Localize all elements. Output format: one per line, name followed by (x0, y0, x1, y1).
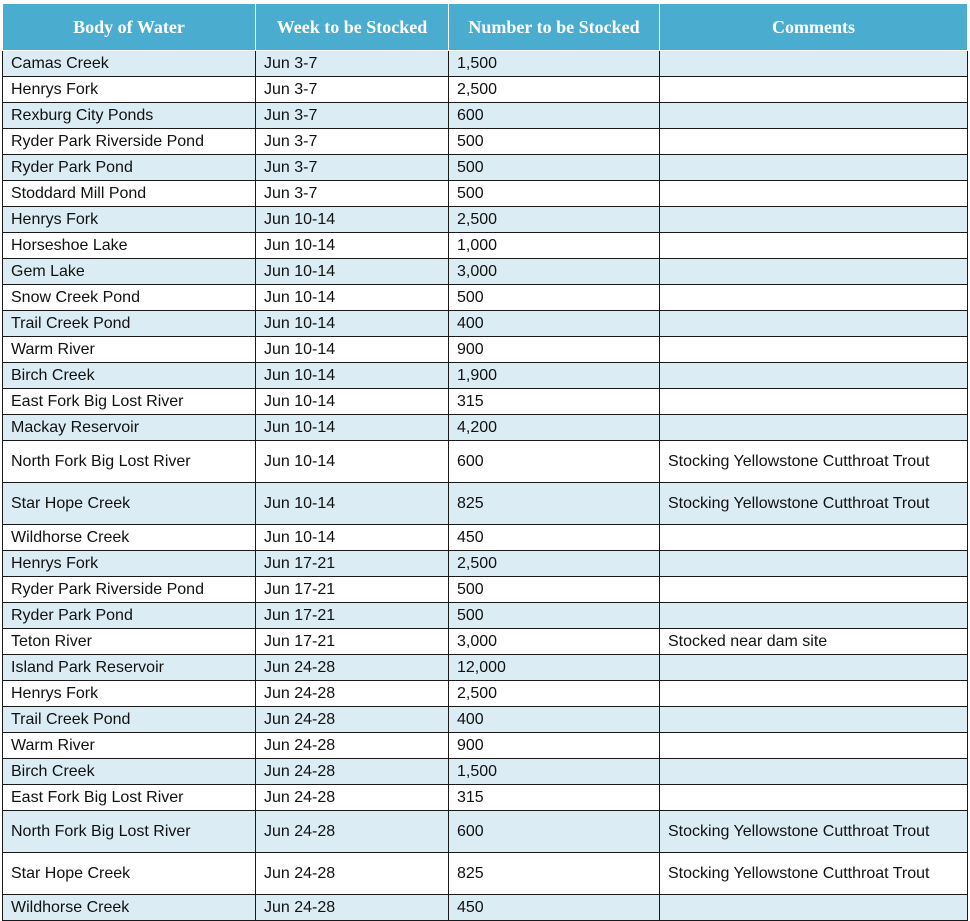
cell-body-of-water: Henrys Fork (3, 77, 256, 103)
cell-number: 1,500 (449, 51, 660, 77)
cell-body-of-water: Birch Creek (3, 363, 256, 389)
cell-comment (660, 681, 968, 707)
cell-number: 500 (449, 129, 660, 155)
header-comments: Comments (660, 4, 968, 51)
cell-comment (660, 389, 968, 415)
table-row (3, 759, 968, 785)
cell-body-of-water: Teton River (3, 629, 256, 655)
cell-week: Jun 24-28 (256, 681, 449, 707)
cell-week: Jun 24-28 (256, 759, 449, 785)
table-row (3, 181, 968, 207)
cell-body-of-water: Island Park Reservoir (3, 655, 256, 681)
cell-number: 600 (449, 811, 660, 853)
table-row (3, 103, 968, 129)
cell-comment (660, 77, 968, 103)
header-number-to-be-stocked: Number to be Stocked (449, 4, 660, 51)
cell-body-of-water: Camas Creek (3, 51, 256, 77)
cell-number: 2,500 (449, 77, 660, 103)
cell-week: Jun 24-28 (256, 707, 449, 733)
cell-week: Jun 10-14 (256, 311, 449, 337)
cell-body-of-water: Wildhorse Creek (3, 895, 256, 921)
cell-number: 600 (449, 103, 660, 129)
cell-comment (660, 785, 968, 811)
cell-comment (660, 363, 968, 389)
cell-week: Jun 3-7 (256, 129, 449, 155)
cell-body-of-water: Warm River (3, 337, 256, 363)
cell-comment (660, 285, 968, 311)
table-row (3, 441, 968, 483)
cell-comment (660, 415, 968, 441)
cell-week: Jun 10-14 (256, 285, 449, 311)
table-row (3, 415, 968, 441)
cell-number: 3,000 (449, 259, 660, 285)
cell-body-of-water: East Fork Big Lost River (3, 785, 256, 811)
cell-comment (660, 337, 968, 363)
cell-week: Jun 24-28 (256, 733, 449, 759)
cell-number: 450 (449, 895, 660, 921)
table-row (3, 655, 968, 681)
cell-comment: Stocking Yellowstone Cutthroat Trout (660, 853, 968, 895)
cell-number: 500 (449, 285, 660, 311)
cell-comment (660, 895, 968, 921)
cell-body-of-water: Trail Creek Pond (3, 707, 256, 733)
cell-body-of-water: East Fork Big Lost River (3, 389, 256, 415)
cell-number: 315 (449, 785, 660, 811)
cell-number: 2,500 (449, 681, 660, 707)
cell-week: Jun 10-14 (256, 415, 449, 441)
cell-number: 2,500 (449, 207, 660, 233)
header-body-of-water: Body of Water (3, 4, 256, 51)
cell-week: Jun 3-7 (256, 155, 449, 181)
cell-comment: Stocking Yellowstone Cutthroat Trout (660, 483, 968, 525)
table-row (3, 285, 968, 311)
cell-comment (660, 259, 968, 285)
cell-body-of-water: Warm River (3, 733, 256, 759)
table-row (3, 681, 968, 707)
cell-week: Jun 3-7 (256, 51, 449, 77)
cell-number: 900 (449, 337, 660, 363)
cell-comment (660, 181, 968, 207)
cell-body-of-water: Stoddard Mill Pond (3, 181, 256, 207)
cell-comment (660, 103, 968, 129)
cell-number: 600 (449, 441, 660, 483)
table-row (3, 785, 968, 811)
cell-week: Jun 10-14 (256, 483, 449, 525)
table-row (3, 629, 968, 655)
table-row (3, 895, 968, 921)
table-row (3, 155, 968, 181)
cell-comment (660, 759, 968, 785)
cell-week: Jun 3-7 (256, 181, 449, 207)
cell-body-of-water: Wildhorse Creek (3, 525, 256, 551)
cell-comment (660, 551, 968, 577)
cell-week: Jun 17-21 (256, 551, 449, 577)
cell-week: Jun 24-28 (256, 655, 449, 681)
cell-week: Jun 24-28 (256, 895, 449, 921)
table-row (3, 389, 968, 415)
table-row (3, 483, 968, 525)
cell-number: 400 (449, 707, 660, 733)
cell-body-of-water: Henrys Fork (3, 551, 256, 577)
table-row (3, 525, 968, 551)
cell-body-of-water: Snow Creek Pond (3, 285, 256, 311)
cell-week: Jun 10-14 (256, 337, 449, 363)
cell-week: Jun 10-14 (256, 233, 449, 259)
cell-comment (660, 311, 968, 337)
cell-week: Jun 10-14 (256, 363, 449, 389)
cell-body-of-water: Star Hope Creek (3, 853, 256, 895)
cell-body-of-water: Ryder Park Pond (3, 603, 256, 629)
cell-week: Jun 10-14 (256, 259, 449, 285)
cell-comment: Stocking Yellowstone Cutthroat Trout (660, 441, 968, 483)
cell-number: 825 (449, 483, 660, 525)
table-row (3, 51, 968, 77)
cell-week: Jun 3-7 (256, 103, 449, 129)
table-row (3, 707, 968, 733)
header-week-to-be-stocked: Week to be Stocked (256, 4, 449, 51)
cell-number: 500 (449, 155, 660, 181)
table-row (3, 363, 968, 389)
cell-body-of-water: Birch Creek (3, 759, 256, 785)
cell-comment (660, 603, 968, 629)
table-row (3, 337, 968, 363)
cell-comment (660, 155, 968, 181)
table-header (3, 4, 968, 51)
cell-number: 3,000 (449, 629, 660, 655)
cell-body-of-water: Ryder Park Riverside Pond (3, 129, 256, 155)
table-row (3, 551, 968, 577)
cell-number: 825 (449, 853, 660, 895)
cell-week: Jun 17-21 (256, 629, 449, 655)
table-row (3, 853, 968, 895)
cell-comment (660, 733, 968, 759)
cell-body-of-water: Trail Creek Pond (3, 311, 256, 337)
cell-number: 450 (449, 525, 660, 551)
table-row (3, 603, 968, 629)
table-row (3, 129, 968, 155)
cell-number: 500 (449, 603, 660, 629)
table-row (3, 311, 968, 337)
table-row (3, 733, 968, 759)
table-row (3, 577, 968, 603)
cell-number: 900 (449, 733, 660, 759)
cell-week: Jun 24-28 (256, 785, 449, 811)
table-row (3, 207, 968, 233)
cell-week: Jun 24-28 (256, 853, 449, 895)
cell-week: Jun 10-14 (256, 525, 449, 551)
cell-comment (660, 577, 968, 603)
cell-number: 500 (449, 577, 660, 603)
cell-week: Jun 10-14 (256, 441, 449, 483)
table-row (3, 259, 968, 285)
cell-body-of-water: Ryder Park Pond (3, 155, 256, 181)
cell-body-of-water: Ryder Park Riverside Pond (3, 577, 256, 603)
cell-comment (660, 525, 968, 551)
cell-week: Jun 24-28 (256, 811, 449, 853)
cell-number: 400 (449, 311, 660, 337)
cell-body-of-water: Rexburg City Ponds (3, 103, 256, 129)
cell-body-of-water: Gem Lake (3, 259, 256, 285)
cell-body-of-water: North Fork Big Lost River (3, 441, 256, 483)
table-row (3, 811, 968, 853)
cell-body-of-water: North Fork Big Lost River (3, 811, 256, 853)
cell-comment (660, 707, 968, 733)
cell-body-of-water: Mackay Reservoir (3, 415, 256, 441)
cell-body-of-water: Henrys Fork (3, 681, 256, 707)
cell-comment (660, 207, 968, 233)
cell-week: Jun 10-14 (256, 389, 449, 415)
cell-number: 4,200 (449, 415, 660, 441)
table-body (3, 51, 968, 921)
table-row (3, 77, 968, 103)
table-row (3, 233, 968, 259)
cell-number: 315 (449, 389, 660, 415)
cell-body-of-water: Horseshoe Lake (3, 233, 256, 259)
cell-week: Jun 17-21 (256, 577, 449, 603)
cell-body-of-water: Henrys Fork (3, 207, 256, 233)
cell-week: Jun 3-7 (256, 77, 449, 103)
cell-number: 12,000 (449, 655, 660, 681)
header-row (3, 4, 968, 51)
cell-week: Jun 17-21 (256, 603, 449, 629)
cell-comment: Stocking Yellowstone Cutthroat Trout (660, 811, 968, 853)
cell-comment (660, 51, 968, 77)
cell-number: 1,000 (449, 233, 660, 259)
cell-number: 1,500 (449, 759, 660, 785)
cell-number: 500 (449, 181, 660, 207)
cell-number: 2,500 (449, 551, 660, 577)
stocking-schedule-table (2, 3, 968, 921)
cell-comment (660, 233, 968, 259)
cell-week: Jun 10-14 (256, 207, 449, 233)
cell-number: 1,900 (449, 363, 660, 389)
cell-comment: Stocked near dam site (660, 629, 968, 655)
cell-comment (660, 655, 968, 681)
cell-body-of-water: Star Hope Creek (3, 483, 256, 525)
cell-comment (660, 129, 968, 155)
